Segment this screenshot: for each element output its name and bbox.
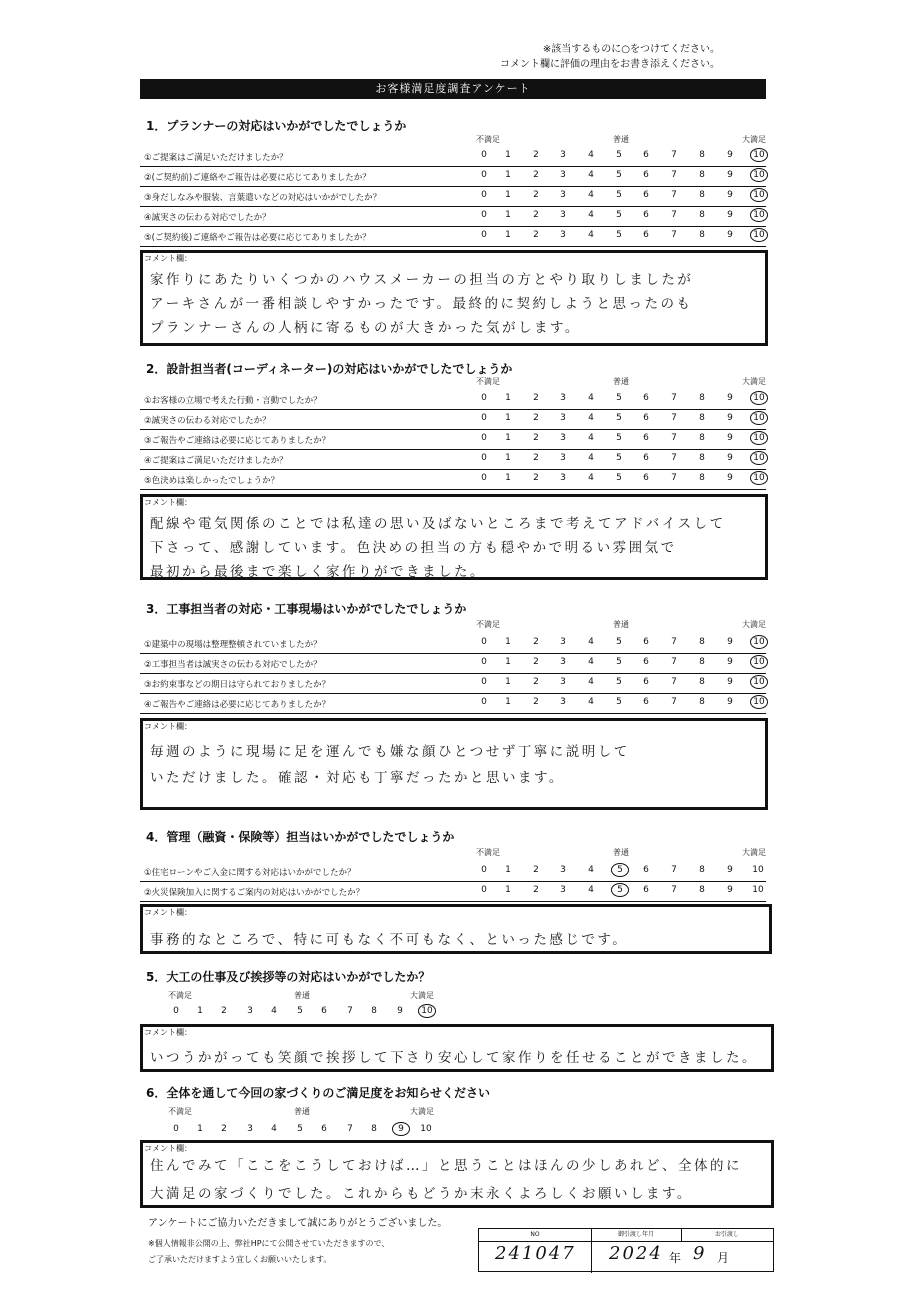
rating-option-selected[interactable]: 10 [750,431,768,445]
rating-option[interactable]: 4 [588,150,594,160]
rating-option[interactable]: 8 [699,393,705,403]
scale-mid-label: 普通 [613,377,629,386]
rating-option[interactable]: 9 [727,413,733,423]
rating-option[interactable]: 7 [671,885,677,895]
rating-option[interactable]: 6 [643,170,649,180]
rating-option[interactable]: 0 [481,230,487,240]
rating-option-selected[interactable]: 10 [750,168,768,182]
rating-option[interactable]: 2 [221,1124,227,1134]
rating-option[interactable]: 9 [397,1006,403,1016]
scale-high-label: 大満足 [410,1107,434,1116]
rating-option[interactable]: 5 [297,1124,303,1134]
rating-option[interactable]: 3 [560,190,566,200]
handwritten-comment-line: 最初から最後まで楽しく家作りができました。 [150,564,486,580]
rating-option[interactable]: 2 [533,413,539,423]
rating-option[interactable]: 7 [671,677,677,687]
rating-option[interactable]: 4 [588,210,594,220]
handwritten-comment-line: いつうかがっても笑顔で挨拶して下さり安心して家作りを任せることができました。 [150,1050,758,1066]
rating-option[interactable]: 3 [560,433,566,443]
rating-option[interactable]: 5 [616,190,622,200]
rating-option[interactable]: 1 [505,413,511,423]
handwritten-comment-line: プランナーさんの人柄に寄るものが大きかった気がします。 [150,320,581,336]
rating-option[interactable]: 4 [588,230,594,240]
survey-title: お客様満足度調査アンケート [140,79,766,99]
rating-option-selected[interactable]: 10 [750,208,768,222]
rating-option[interactable]: 8 [699,885,705,895]
rating-option[interactable]: 10 [420,1124,432,1134]
instruction-1: ※該当するものに○をつけてください。 [542,44,720,55]
rating-option[interactable]: 8 [699,230,705,240]
handwritten-comment-line: 下さって、感謝しています。色決めの担当の方も穏やかで明るい雰囲気で [150,540,677,556]
question-text: ②火災保険加入に関するご案内の対応はいかがでしたか？ [144,888,365,898]
scale-mid-label: 普通 [294,1107,310,1116]
rating-option[interactable]: 1 [505,150,511,160]
rating-option[interactable]: 2 [533,210,539,220]
scale-high-label: 大満足 [410,991,434,1000]
rating-option[interactable]: 1 [505,393,511,403]
rating-option[interactable]: 8 [699,170,705,180]
rating-option-selected[interactable]: 9 [392,1122,410,1136]
rating-option[interactable]: 5 [616,413,622,423]
rating-option[interactable]: 6 [643,190,649,200]
scale-high-label: 大満足 [742,135,766,144]
rating-option[interactable]: 7 [671,210,677,220]
rating-option[interactable]: 6 [643,865,649,875]
rating-option[interactable]: 7 [671,473,677,483]
question-row [140,634,766,654]
rating-option[interactable]: 3 [560,885,566,895]
question-text: ④ご提案はご満足いただけましたか？ [144,456,288,466]
rating-option[interactable]: 1 [505,885,511,895]
question-row [140,227,766,247]
rating-option[interactable]: 1 [505,433,511,443]
rating-option[interactable]: 0 [481,393,487,403]
rating-option[interactable]: 8 [699,637,705,647]
rating-option[interactable]: 3 [560,657,566,667]
rating-option[interactable]: 3 [247,1006,253,1016]
rating-option[interactable]: 6 [643,393,649,403]
rating-option[interactable]: 3 [560,413,566,423]
rating-option[interactable]: 5 [616,393,622,403]
rating-option[interactable]: 4 [588,865,594,875]
scale-mid-label: 普通 [613,620,629,629]
rating-option[interactable]: 8 [699,473,705,483]
rating-option[interactable]: 3 [560,677,566,687]
comment-label: コメント欄： [144,1144,192,1153]
rating-option[interactable]: 7 [671,637,677,647]
rating-option[interactable]: 4 [588,433,594,443]
handwritten-comment-line: 住んでみて「ここをこうしておけば…」と思うことはほんの少しあれど、全体的に [150,1158,742,1174]
rating-option[interactable]: 0 [173,1006,179,1016]
rating-option[interactable]: 2 [533,697,539,707]
scale-mid-label: 普通 [613,135,629,144]
rating-option[interactable]: 1 [505,230,511,240]
rating-option[interactable]: 4 [271,1124,277,1134]
comment-label: コメント欄： [144,722,192,731]
rating-option[interactable]: 5 [616,453,622,463]
comment-label: コメント欄： [144,1028,192,1037]
question-row [140,410,766,430]
rating-option[interactable]: 4 [588,393,594,403]
rating-option[interactable]: 6 [321,1124,327,1134]
rating-option[interactable]: 6 [643,885,649,895]
rating-option[interactable]: 7 [671,393,677,403]
question-text: ⑤色決めは楽しかったでしょうか？ [144,476,280,486]
year-unit: 年 [669,1251,682,1265]
rating-option[interactable]: 0 [481,865,487,875]
rating-option[interactable]: 2 [533,453,539,463]
rating-option[interactable]: 8 [699,677,705,687]
rating-option[interactable]: 9 [727,433,733,443]
rating-option[interactable]: 9 [727,210,733,220]
question-text: ①建築中の現場は整理整頓されていましたか？ [144,640,322,650]
handover-info-box [478,1228,774,1272]
rating-option[interactable]: 8 [699,865,705,875]
rating-option[interactable]: 0 [481,885,487,895]
rating-option[interactable]: 9 [727,697,733,707]
rating-option-selected[interactable]: 5 [611,863,629,877]
rating-option[interactable]: 6 [643,413,649,423]
handwritten-comment-line: 家作りにあたりいくつかのハウスメーカーの担当の方とやり取りしましたが [150,272,694,288]
question-text: ②(ご契約前)ご連絡やご報告は必要に応じてありましたか？ [144,173,371,183]
rating-option[interactable]: 0 [481,677,487,687]
scale-mid-label: 普通 [613,848,629,857]
comment-box [140,718,768,810]
rating-option[interactable]: 4 [588,473,594,483]
no-label: NO [479,1229,592,1242]
privacy-note-1: ※個人情報非公開の上、弊社HPにて公開させていただきますので、 [148,1239,390,1248]
rating-option[interactable]: 9 [727,637,733,647]
rating-option[interactable]: 4 [588,453,594,463]
scale-low-label: 不満足 [476,620,500,629]
rating-option-selected[interactable]: 10 [750,148,768,162]
handover-label: 御引渡し年月 [591,1229,682,1242]
rating-option[interactable]: 0 [173,1124,179,1134]
rating-option-selected[interactable]: 10 [750,675,768,689]
scale-mid-label: 普通 [294,991,310,1000]
rating-option[interactable]: 6 [643,210,649,220]
rating-option[interactable]: 0 [481,190,487,200]
section-3-title: 3．工事担当者の対応・工事現場はいかがでしたでしょうか [146,602,467,616]
rating-option[interactable]: 1 [505,473,511,483]
rating-option[interactable]: 0 [481,413,487,423]
rating-option[interactable]: 9 [727,170,733,180]
rating-option[interactable]: 2 [221,1006,227,1016]
question-row [140,862,766,882]
rating-option[interactable]: 8 [699,150,705,160]
rating-option[interactable]: 9 [727,190,733,200]
rating-option-selected[interactable]: 5 [611,883,629,897]
rating-option[interactable]: 8 [699,657,705,667]
question-row [140,430,766,450]
section-2-title: 2．設計担当者(コーディネーター)の対応はいかがでしたでしょうか [146,362,513,376]
question-text: ②誠実さの伝わる対応でしたか？ [144,416,271,426]
handwritten-comment-line: 大満足の家づくりでした。これからもどうか末永くよろしくお願いします。 [150,1186,693,1202]
rating-option[interactable]: 0 [481,473,487,483]
rating-option[interactable]: 1 [505,210,511,220]
rating-option[interactable]: 3 [560,230,566,240]
rating-option[interactable]: 0 [481,697,487,707]
rating-option[interactable]: 0 [481,433,487,443]
rating-option[interactable]: 3 [560,473,566,483]
rating-option[interactable]: 8 [699,190,705,200]
question-row [140,882,766,902]
rating-option[interactable]: 2 [533,190,539,200]
question-text: ①お客様の立場で考えた行動・言動でしたか？ [144,396,322,406]
handwritten-comment-line: アーキさんが一番相談しやすかったです。最終的に契約しようと思ったのも [150,296,693,312]
rating-option[interactable]: 9 [727,150,733,160]
section-6-title: 6．全体を通して今回の家づくりのご満足度をお知らせください [146,1086,490,1100]
comment-label: コメント欄： [144,908,192,917]
rating-option[interactable]: 3 [247,1124,253,1134]
rating-option[interactable]: 1 [505,677,511,687]
rating-option[interactable]: 1 [505,170,511,180]
rating-option[interactable]: 5 [616,473,622,483]
rating-option[interactable]: 5 [616,210,622,220]
rating-option-selected[interactable]: 10 [750,655,768,669]
rating-option-selected[interactable]: 10 [750,635,768,649]
question-text: ④ご報告やご連絡は必要に応じてありましたか？ [144,700,331,710]
rating-option[interactable]: 5 [616,433,622,443]
rating-option[interactable]: 7 [671,413,677,423]
rating-option-selected[interactable]: 10 [750,451,768,465]
rating-option[interactable]: 2 [533,637,539,647]
rating-option[interactable]: 7 [671,657,677,667]
rating-option[interactable]: 6 [643,473,649,483]
rating-option[interactable]: 6 [643,697,649,707]
rating-option[interactable]: 9 [727,677,733,687]
instruction-2: コメント欄に評価の理由をお書き添えください。 [500,59,720,70]
rating-option[interactable]: 3 [560,453,566,463]
scale-high-label: 大満足 [742,848,766,857]
rating-option[interactable]: 4 [588,677,594,687]
section-1-title: 1．プランナーの対応はいかがでしたでしょうか [146,119,407,133]
rating-option[interactable]: 6 [643,637,649,647]
rating-option[interactable]: 7 [671,190,677,200]
rating-option[interactable]: 2 [533,657,539,667]
rating-option-selected[interactable]: 10 [418,1004,436,1018]
question-text: ③身だしなみや服装、言葉遣いなどの対応はいかがでしたか？ [144,193,382,203]
rating-option[interactable]: 9 [727,885,733,895]
rating-option[interactable]: 9 [727,393,733,403]
rating-option[interactable]: 1 [197,1124,203,1134]
rating-option[interactable]: 8 [699,697,705,707]
question-text: ③お約束事などの期日は守られておりましたか？ [144,680,331,690]
owner-label: お引渡し [681,1229,773,1242]
handwritten-comment-line: 事務的なところで、特に可もなく不可もなく、といった感じです。 [150,932,629,948]
question-text: ②工事担当者は誠実さの伝わる対応でしたか？ [144,660,322,670]
rating-option[interactable]: 3 [560,637,566,647]
scale-low-label: 不満足 [476,848,500,857]
rating-option[interactable]: 5 [616,677,622,687]
rating-option[interactable]: 7 [671,150,677,160]
rating-option[interactable]: 7 [347,1124,353,1134]
handover-year: 2024 [609,1243,663,1264]
rating-option[interactable]: 9 [727,657,733,667]
scale-high-label: 大満足 [742,620,766,629]
rating-option-selected[interactable]: 10 [750,228,768,242]
scale-low-label: 不満足 [168,991,192,1000]
scale-low-label: 不満足 [168,1107,192,1116]
question-row [140,207,766,227]
question-row [140,694,766,714]
section-5-title: 5．大工の仕事及び挨拶等の対応はいかがでしたか？ [146,970,431,984]
month-unit: 月 [717,1251,730,1265]
rating-option[interactable]: 5 [297,1006,303,1016]
thanks-text: アンケートにご協力いただきまして誠にありがとうございました。 [148,1218,448,1229]
rating-option[interactable]: 2 [533,433,539,443]
rating-option[interactable]: 4 [588,697,594,707]
comment-label: コメント欄： [144,498,192,507]
rating-option[interactable]: 0 [481,637,487,647]
question-text: ①ご提案はご満足いただけましたか？ [144,153,288,163]
rating-option[interactable]: 3 [560,150,566,160]
question-text: ④誠実さの伝わる対応でしたか？ [144,213,271,223]
rating-option[interactable]: 7 [671,433,677,443]
rating-option[interactable]: 4 [588,413,594,423]
question-row [140,167,766,187]
question-text: ⑤(ご契約後)ご連絡やご報告は必要に応じてありましたか？ [144,233,371,243]
rating-option[interactable]: 8 [699,210,705,220]
scale-high-label: 大満足 [742,377,766,386]
rating-option[interactable]: 5 [616,170,622,180]
question-row [140,674,766,694]
rating-option[interactable]: 3 [560,210,566,220]
rating-option-selected[interactable]: 10 [750,391,768,405]
rating-option[interactable]: 9 [727,473,733,483]
rating-option[interactable]: 9 [727,865,733,875]
rating-option[interactable]: 0 [481,210,487,220]
rating-option[interactable]: 6 [321,1006,327,1016]
rating-option[interactable]: 0 [481,453,487,463]
handover-month: 9 [693,1243,707,1264]
question-row [140,390,766,410]
rating-option[interactable]: 4 [588,657,594,667]
question-row [140,450,766,470]
rating-option[interactable]: 7 [671,170,677,180]
rating-option[interactable]: 6 [643,657,649,667]
rating-option[interactable]: 10 [752,865,764,875]
rating-option[interactable]: 2 [533,473,539,483]
rating-option[interactable]: 6 [643,230,649,240]
question-row [140,187,766,207]
rating-option[interactable]: 2 [533,393,539,403]
rating-option[interactable]: 0 [481,657,487,667]
rating-option[interactable]: 1 [505,865,511,875]
question-row [140,147,766,167]
question-text: ①住宅ローンやご入金に関する対応はいかがでしたか？ [144,868,356,878]
question-text: ③ご報告やご連絡は必要に応じてありましたか？ [144,436,331,446]
rating-option[interactable]: 9 [727,230,733,240]
rating-option-selected[interactable]: 10 [750,188,768,202]
rating-option[interactable]: 5 [616,697,622,707]
rating-option[interactable]: 0 [481,170,487,180]
rating-option[interactable]: 3 [560,865,566,875]
handwritten-comment-line: いただけました。確認・対応も丁寧だったかと思います。 [150,770,565,786]
rating-option[interactable]: 3 [560,170,566,180]
rating-option[interactable]: 7 [671,230,677,240]
rating-option[interactable]: 1 [505,697,511,707]
rating-option[interactable]: 5 [616,150,622,160]
rating-option[interactable]: 8 [699,453,705,463]
rating-option[interactable]: 6 [643,453,649,463]
scale-low-label: 不満足 [476,135,500,144]
rating-option[interactable]: 4 [588,637,594,647]
rating-option[interactable]: 7 [671,865,677,875]
rating-option[interactable]: 4 [271,1006,277,1016]
rating-option[interactable]: 4 [588,190,594,200]
rating-option[interactable]: 6 [643,150,649,160]
rating-option[interactable]: 1 [505,637,511,647]
question-row [140,470,766,490]
privacy-note-2: ご了承いただけますよう宜しくお願いいたします。 [148,1255,332,1264]
rating-option[interactable]: 3 [560,393,566,403]
rating-option[interactable]: 5 [616,230,622,240]
rating-option-selected[interactable]: 10 [750,471,768,485]
rating-option[interactable]: 2 [533,865,539,875]
comment-label: コメント欄： [144,254,192,263]
rating-option[interactable]: 1 [505,190,511,200]
section-4-title: 4．管理（融資・保険等）担当はいかがでしたでしょうか [146,830,455,844]
rating-option[interactable]: 2 [533,150,539,160]
rating-option-selected[interactable]: 10 [750,411,768,425]
rating-option[interactable]: 2 [533,885,539,895]
scale-low-label: 不満足 [476,377,500,386]
rating-option[interactable]: 8 [699,433,705,443]
rating-option[interactable]: 7 [671,453,677,463]
rating-option[interactable]: 8 [699,413,705,423]
rating-option[interactable]: 2 [533,230,539,240]
rating-option[interactable]: 8 [371,1006,377,1016]
rating-option[interactable]: 1 [197,1006,203,1016]
handwritten-comment-line: 毎週のように現場に足を運んでも嫌な顔ひとつせず丁寧に説明して [150,744,630,760]
customer-number: 241047 [495,1243,576,1264]
rating-option[interactable]: 10 [752,885,764,895]
rating-option[interactable]: 6 [643,677,649,687]
rating-option[interactable]: 5 [616,657,622,667]
rating-option[interactable]: 5 [616,637,622,647]
rating-option[interactable]: 4 [588,885,594,895]
rating-option[interactable]: 1 [505,657,511,667]
rating-option[interactable]: 2 [533,677,539,687]
rating-option[interactable]: 8 [371,1124,377,1134]
rating-option[interactable]: 1 [505,453,511,463]
rating-option[interactable]: 7 [347,1006,353,1016]
rating-option[interactable]: 0 [481,150,487,160]
handwritten-comment-line: 配線や電気関係のことでは私達の思い及ばないところまで考えてアドバイスして [150,516,726,532]
rating-option[interactable]: 2 [533,170,539,180]
divider [591,1241,592,1273]
rating-option[interactable]: 6 [643,433,649,443]
question-row [140,654,766,674]
rating-option[interactable]: 3 [560,697,566,707]
rating-option[interactable]: 4 [588,170,594,180]
rating-option-selected[interactable]: 10 [750,695,768,709]
rating-option[interactable]: 9 [727,453,733,463]
rating-option[interactable]: 7 [671,697,677,707]
